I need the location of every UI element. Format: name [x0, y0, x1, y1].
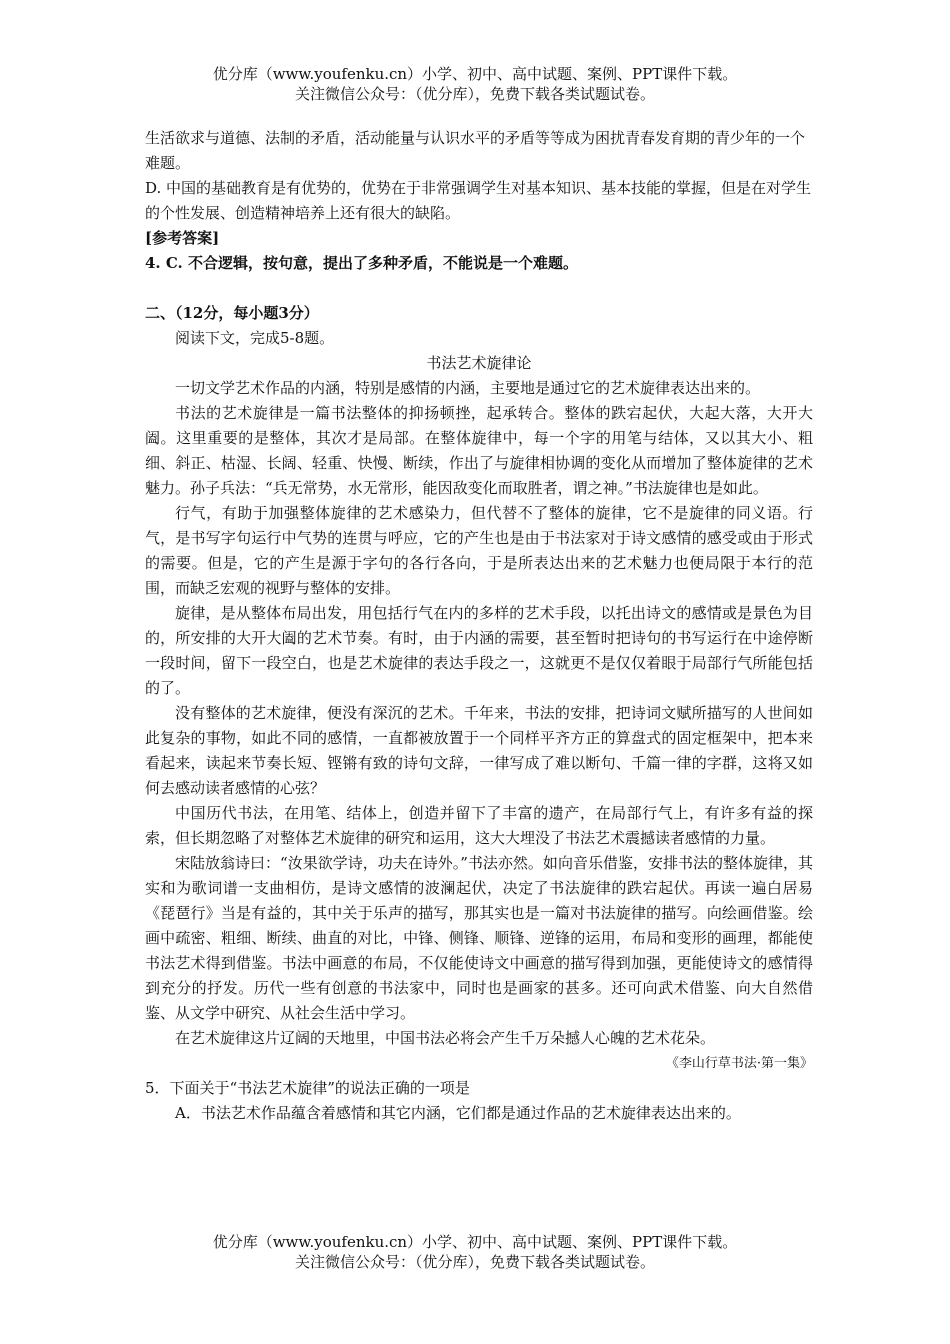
answer-text: 4. C. 不合逻辑，按句意，提出了多种矛盾，不能说是一个难题。 — [145, 254, 579, 272]
document-body — [145, 126, 813, 1126]
option-d: D. 中国的基础教育是有优势的，优势在于非常强调学生对基本知识、基本技能的掌握，但是在对学生的个性发展、创造精神培养上还有很大的缺陷。 — [145, 179, 812, 222]
article-paragraph: 一切文学艺术作品的内涵，特别是感情的内涵，主要地是通过它的艺术旋律表达出来的。 — [175, 379, 761, 397]
article-title: 书法艺术旋律论 — [426, 354, 532, 372]
article-paragraph: 中国历代书法，在用笔、结体上，创造并留下了丰富的遗产，在局部行气上，有许多有益的探索，但长期忽略了对整体艺术旋律的研究和运用，这大大埋没了书法艺术震撼读者感情的力量。 — [145, 804, 813, 847]
section-heading: 二、（12分，每小题3分） — [145, 304, 319, 322]
spacer — [145, 276, 813, 301]
article-paragraph: 在艺术旋律这片辽阔的天地里，中国书法必将会产生千万朵撼人心魄的艺术花朵。 — [175, 1029, 716, 1047]
header-line-1: 优分库（www.youfenku.cn）小学、初中、高中试题、案例、PPT课件下载。 — [212, 65, 738, 83]
question-5: 5．下面关于“书法艺术旋律”的说法正确的一项是 — [145, 1079, 470, 1097]
page-header — [0, 64, 950, 104]
page-footer — [0, 1232, 950, 1272]
article-paragraph: 旋律，是从整体布局出发，用包括行气在内的多样的艺术手段，以托出诗文的感情或是景色为目的，所安排的大开大阖的艺术节奏。有时，由于内涵的需要，甚至暂时把诗句的书写运行在中途停断一段时间，留下一段空白，也是艺术旋律的表达手段之一，这就更不是仅仅着眼于局部行气所能包括的了。 — [145, 604, 813, 697]
answer-label: [参考答案] — [145, 229, 220, 247]
article-source: 《李山行草书法·第一集》 — [665, 1056, 813, 1071]
article-paragraph: 没有整体的艺术旋律，便没有深沉的艺术。千年来，书法的安排，把诗词文赋所描写的人世间如此复杂的事物，如此不同的感情，一直都被放置于一个同样平齐方正的算盘式的固定框架中，把本来看起来，读起来节奏长短、铿锵有致的诗句文辞，一律写成了难以断句、千篇一律的字群，这将又如何去感动读者感情的心弦？ — [145, 704, 813, 797]
footer-line-2: 关注微信公众号：（优分库），免费下载各类试题试卷。 — [294, 1253, 655, 1271]
continuation-text: 生活欲求与道德、法制的矛盾，活动能量与认识水平的矛盾等等成为困扰青春发育期的青少年的一个难题。 — [145, 129, 806, 172]
article-paragraph: 行气，有助于加强整体旋律的艺术感染力，但代替不了整体的旋律，它不是旋律的同义语。行气，是书写字句运行中气势的连贯与呼应，它的产生也是由于书法家对于诗文感情的感受或由于形式的需要。但是，它的产生是源于字句的各行各向，于是所表达出来的艺术魅力也便局限于本行的范围，而缺乏宏观的视野与整体的安排。 — [145, 504, 813, 597]
header-line-2: 关注微信公众号：（优分库），免费下载各类试题试卷。 — [294, 85, 655, 103]
instruction: 阅读下文，完成5-8题。 — [175, 329, 335, 347]
article-paragraph: 宋陆放翁诗曰：“汝果欲学诗，功夫在诗外。”书法亦然。如向音乐借鉴，安排书法的整体旋律，其实和为歌词谱一支曲相仿，是诗文感情的波澜起伏，决定了书法旋律的跌宕起伏。再读一遍白居易《琵琶行》当是有益的，其中关于乐声的描写，那其实也是一篇对书法旋律的描写。向绘画借鉴。绘画中疏密、粗细、断续、曲直的对比，中锋、侧锋、顺锋、逆锋的运用，布局和变形的画理，都能使书法艺术得到借鉴。书法中画意的布局，不仅能使诗文中画意的描写得到加强，更能使诗文的感情得到充分的抒发。历代一些有创意的书法家中，同时也是画家的甚多。还可向武术借鉴、向大自然借鉴、从文学中研究、从社会生活中学习。 — [145, 854, 813, 1022]
footer-line-1: 优分库（www.youfenku.cn）小学、初中、高中试题、案例、PPT课件下载。 — [212, 1233, 738, 1251]
question-5-option-a: A．书法艺术作品蕴含着感情和其它内涵，它们都是通过作品的艺术旋律表达出来的。 — [175, 1104, 741, 1122]
article-paragraph: 书法的艺术旋律是一篇书法整体的抑扬顿挫，起承转合。整体的跌宕起伏，大起大落，大开大阖。这里重要的是整体，其次才是局部。在整体旋律中，每一个字的用笔与结体，又以其大小、粗细、斜正、枯湿、长阔、轻重、快慢、断续，作出了与旋律相协调的变化从而增加了整体旋律的艺术魅力。孙子兵法：“兵无常势，水无常形，能因敌变化而取胜者，谓之神。”书法旋律也是如此。 — [145, 404, 813, 497]
